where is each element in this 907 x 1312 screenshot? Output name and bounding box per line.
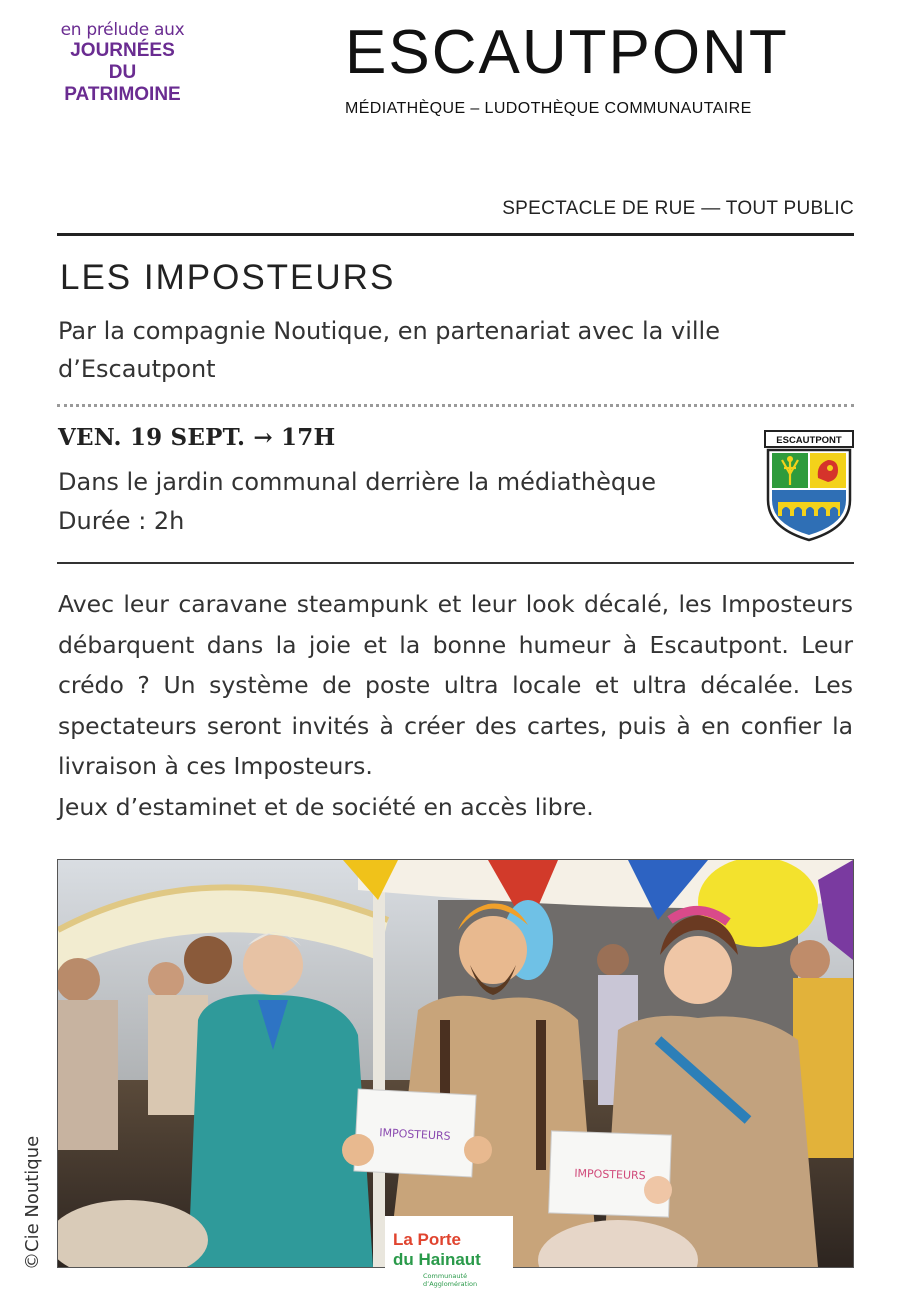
- event-date: VEN. 19 SEPT. → 17H: [58, 424, 336, 451]
- patrimoine-prelude-badge: [60, 20, 185, 106]
- logo-subtitle-line: Communauté: [423, 1272, 468, 1280]
- crest-label: ESCAUTPONT: [776, 435, 842, 446]
- prelude-intro: en prélude aux: [60, 20, 185, 40]
- logo-subtitle: [423, 1272, 477, 1288]
- brand-subtitle: MÉDIATHÈQUE – LUDOTHÈQUE COMMUNAUTAIRE: [345, 100, 752, 117]
- card-text: IMPOSTEURS: [378, 1126, 451, 1143]
- brand-title: ESCAUTPONT: [345, 18, 789, 87]
- logo-subtitle-line: d’Agglomération: [423, 1280, 478, 1288]
- event-photo: [57, 859, 854, 1268]
- event-place: Dans le jardin communal derrière la médiathèque: [58, 468, 657, 496]
- divider-thin: [57, 562, 854, 564]
- event-title: LES IMPOSTEURS: [60, 258, 396, 297]
- prelude-line-3: PATRIMOINE: [64, 84, 181, 105]
- performers-photo-illustration: [58, 860, 853, 1267]
- event-byline: Par la compagnie Noutique, en partenariat avec la ville d’Escautpont: [58, 317, 720, 383]
- card-text: IMPOSTEURS: [574, 1166, 646, 1183]
- description-paragraph: Avec leur caravane steampunk et leur look décalé, les Imposteurs débarquent dans la joie et la bonne humeur à Escautpont. Leur crédo ? Un système de poste ultra locale et ultra décalée. Les spectateurs seront invités à créer des cartes, puis à en confier la livraison à ces Imposteurs.: [58, 590, 853, 780]
- event-duration: Durée : 2h: [58, 507, 185, 535]
- divider: [57, 233, 854, 236]
- town-coat-of-arms-icon: [764, 430, 854, 542]
- event-description: [58, 584, 853, 827]
- la-porte-du-hainaut-logo: [385, 1216, 513, 1296]
- logo-line-1: La Porte: [393, 1230, 462, 1249]
- description-paragraph: Jeux d’estaminet et de société en accès libre.: [58, 792, 594, 821]
- event-category: SPECTACLE DE RUE — TOUT PUBLIC: [502, 198, 854, 219]
- prelude-line-1: JOURNÉES: [70, 40, 175, 61]
- prelude-line-2: DU: [108, 62, 137, 83]
- dotted-divider: [57, 404, 854, 407]
- photo-credit: ©Cie Noutique: [22, 1135, 43, 1270]
- logo-line-2: du Hainaut: [393, 1250, 481, 1269]
